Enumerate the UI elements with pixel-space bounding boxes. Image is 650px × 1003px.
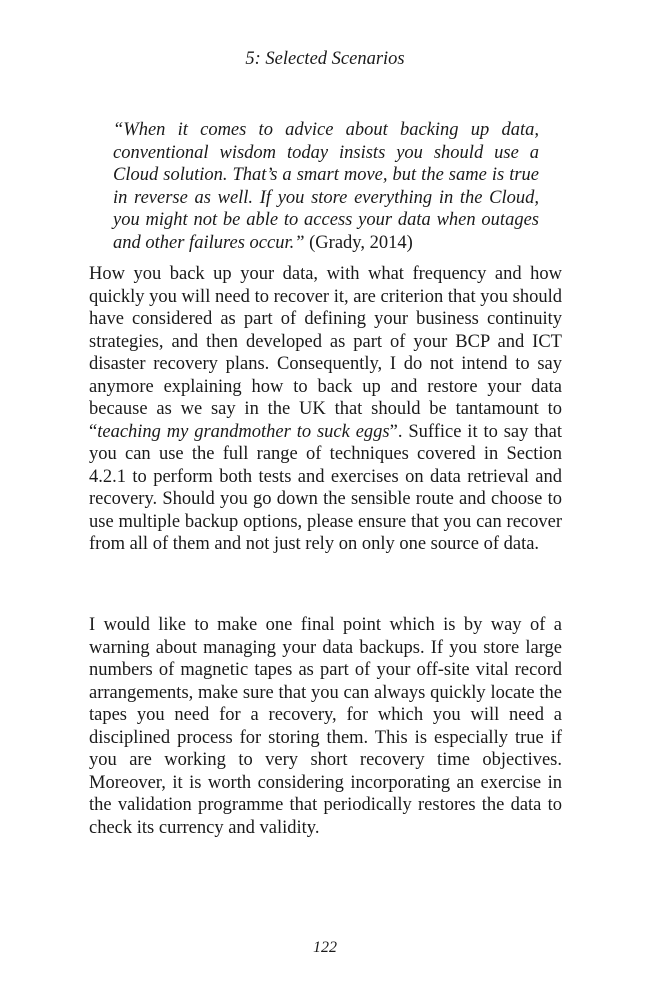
paragraph-1-emphasis: teaching my grandmother to suck eggs bbox=[97, 421, 390, 442]
quote-citation: (Grady, 2014) bbox=[309, 232, 413, 253]
paragraph-1-text-after: ”. Suffice it to say that you can use the full range of techniques covered in Section 4.2.1 to perform both tests and exercises on data retrieval and recovery. Should you go down the sensible route and choose to use multiple backup options, please ensure that you can recover from all of them and not just rely on only one source of data. bbox=[89, 421, 562, 554]
body-paragraph-2: I would like to make one final point which is by way of a warning about managing your data backups. If you store large numbers of magnetic tapes as part of your off-site vital record arrangements, make sure that you can always quickly locate the tapes you need for a recovery, for which you will need a disciplined process for storing them. This is especially true if you are working to very short recovery time objectives. Moreover, it is worth considering incorporating an exercise in the validation programme that periodically restores the data to check its currency and validity. bbox=[89, 615, 562, 838]
quote-text: “When it comes to advice about backing up data, conventional wisdom today insists you should use a Cloud solution. That’s a smart move, but the same is true in reverse as well. If you store everything in the Cloud, you might not be able to access your data when outages and other failures occur.” bbox=[113, 120, 539, 253]
running-head: 5: Selected Scenarios bbox=[245, 49, 405, 69]
body-paragraph-1 bbox=[89, 263, 562, 556]
block-quote bbox=[113, 119, 539, 254]
page-number: 122 bbox=[313, 939, 337, 956]
paragraph-1-text-before: How you back up your data, with what frequency and how quickly you will need to recover it, are criterion that you should have considered as part of defining your business continuity strategies, and then developed as part of your BCP and ICT disaster recovery plans. Consequently, I do not intend to say anymore explaining how to back up and restore your data because as we say in the UK that should be tantamount to “ bbox=[89, 264, 562, 442]
